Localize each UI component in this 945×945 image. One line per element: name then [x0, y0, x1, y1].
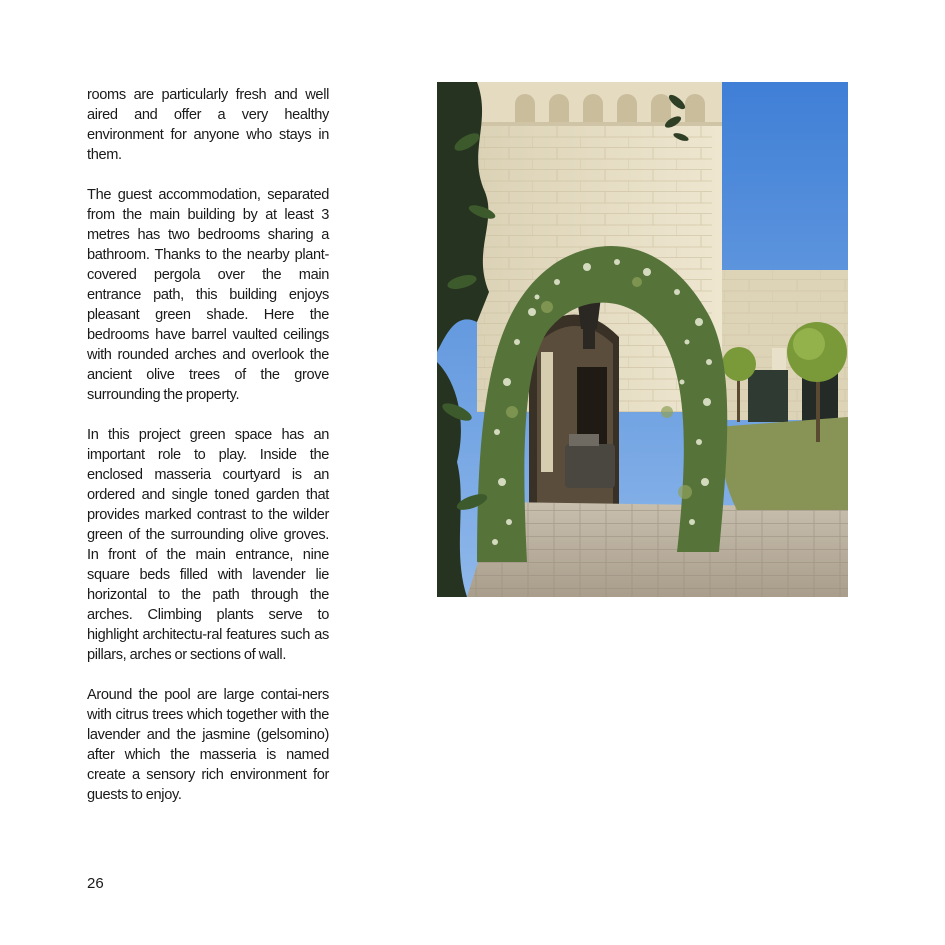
body-paragraph-1: rooms are particularly fresh and well aired and offer a very healthy environment for anyone who stays in them. [87, 87, 329, 163]
body-paragraph-2: The guest accommodation, separated from the main building by at least 3 metres has two bedrooms sharing a bathroom. Thanks to the nearby plant-covered pergola over the main entrance path, this building enjoys pleasant green shade. Here the bedrooms have barrel vaulted ceilings with rounded arches and overlook the ancient olive trees of the grove surrounding the property. [87, 187, 329, 403]
page-number: 26 [87, 875, 104, 892]
courtyard-photo [437, 82, 848, 597]
body-text-column [87, 85, 329, 825]
body-paragraph-3: In this project green space has an important role to play. Inside the enclosed masseria courtyard is an ordered and single toned garden that provides marked contrast to the wilder green of the surrounding olive groves. In front of the main entrance, nine square beds filled with lavender lie horizontal to the path through the arches. Climbing plants serve to highlight architectu-ral features such as pillars, arches or sections of wall. [87, 427, 329, 663]
body-paragraph-4: Around the pool are large contai-ners with citrus trees which together with the lavender and the jasmine (gelsomino) after which the masseria is named create a sensory rich environment for guests to enjoy. [87, 687, 329, 803]
